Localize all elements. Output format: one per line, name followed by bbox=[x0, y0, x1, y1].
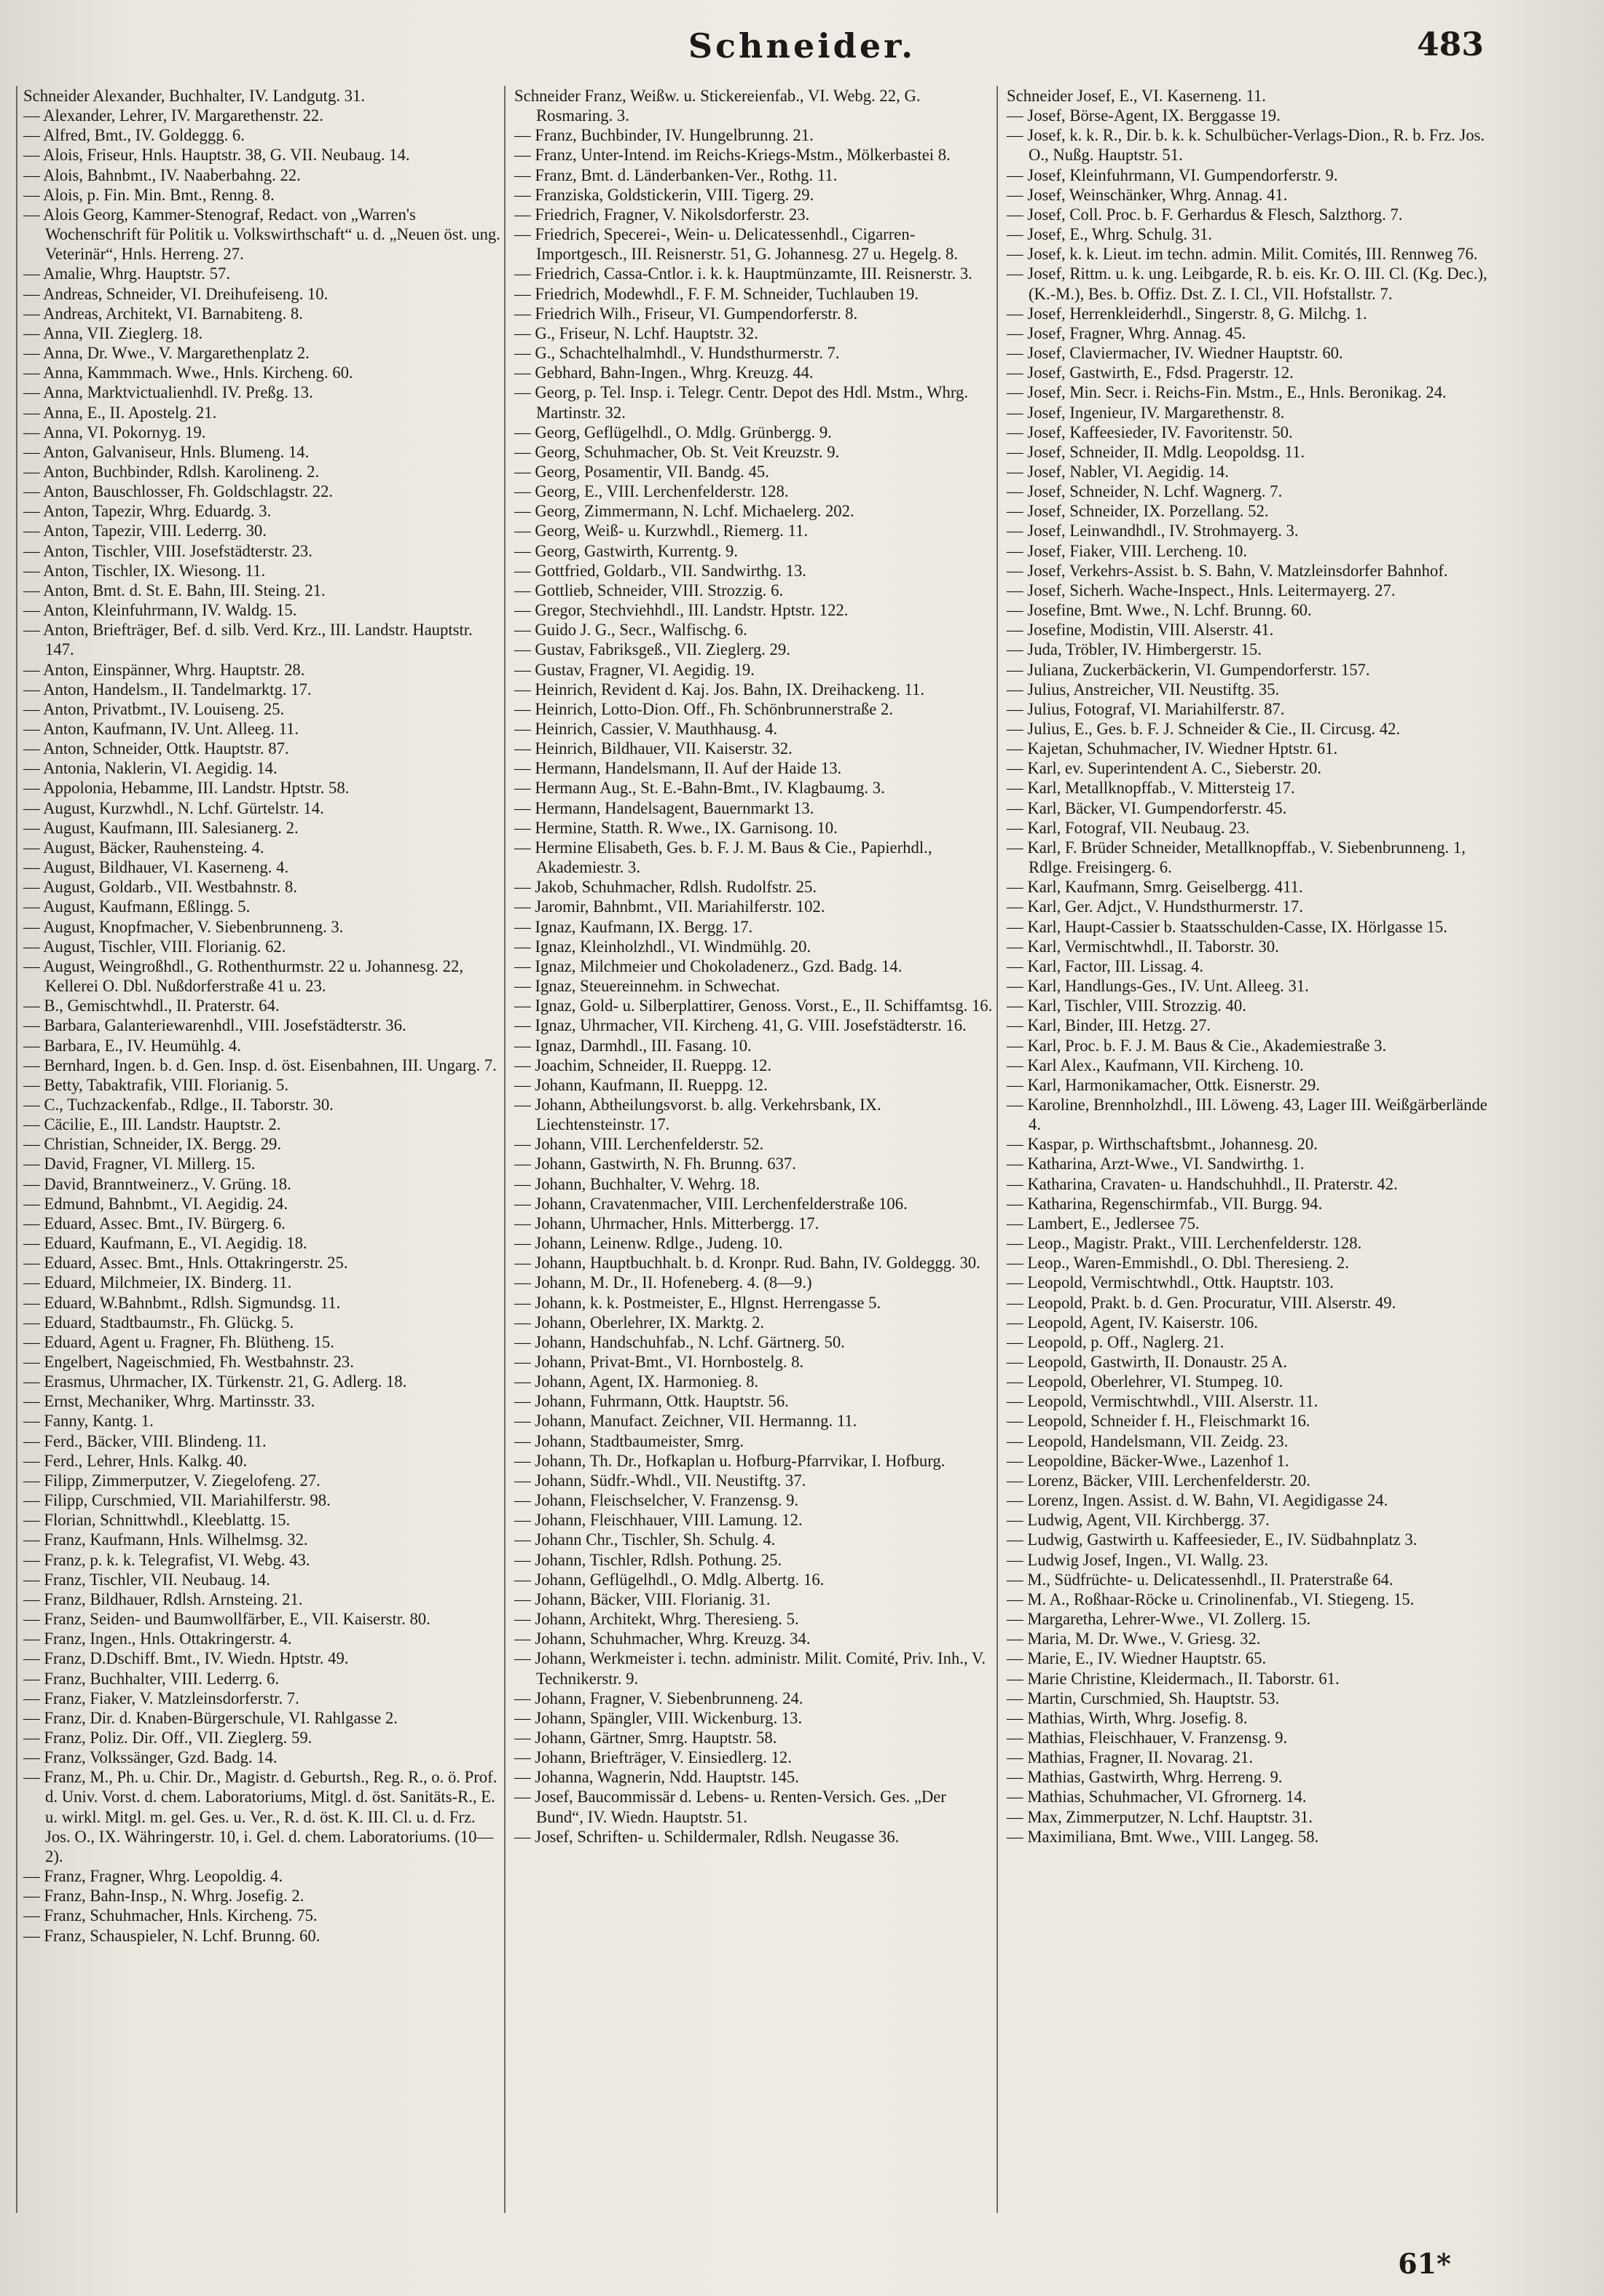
directory-entry: — Jakob, Schuhmacher, Rdlsh. Rudolfstr. 25. bbox=[514, 878, 817, 897]
directory-entry: — Katharina, Cravaten- u. Handschuhhdl., II. Praterstr. 42. bbox=[1007, 1174, 1398, 1193]
directory-entry: — Franz, Fragner, Whrg. Leopoldig. 4. bbox=[23, 1867, 283, 1886]
directory-entry: — Christian, Schneider, IX. Bergg. 29. bbox=[23, 1135, 282, 1154]
directory-entry: — Leopold, Schneider f. H., Fleischmarkt 16. bbox=[1007, 1412, 1310, 1431]
directory-entry: — Johann, Oberlehrer, IX. Marktg. 2. bbox=[514, 1313, 765, 1332]
directory-entry: — Kajetan, Schuhmacher, IV. Wiedner Hptstr. 61. bbox=[1007, 739, 1338, 758]
directory-entry: — Ludwig Josef, Ingen., VI. Wallg. 23. bbox=[1007, 1550, 1269, 1569]
directory-entry: — August, Bildhauer, VI. Kaserneng. 4. bbox=[23, 858, 289, 877]
directory-entry: — David, Fragner, VI. Millerg. 15. bbox=[23, 1155, 256, 1173]
directory-entry: — Ferd., Lehrer, Hnls. Kalkg. 40. bbox=[23, 1451, 248, 1470]
directory-entry: — Julius, Fotograf, VI. Mariahilferstr. 87. bbox=[1007, 699, 1285, 718]
directory-entry: — Karl, Vermischtwhdl., II. Taborstr. 30. bbox=[1007, 937, 1279, 956]
directory-entry: — Florian, Schnittwhdl., Kleeblattg. 15. bbox=[23, 1511, 291, 1530]
directory-entry: — Eduard, Assec. Bmt., IV. Bürgerg. 6. bbox=[23, 1214, 286, 1232]
directory-entry: — Johann, Fuhrmann, Ottk. Hauptstr. 56. bbox=[514, 1392, 789, 1411]
directory-entry: — Barbara, E., IV. Heumühlg. 4. bbox=[23, 1036, 241, 1055]
directory-entry: — Josef, Schneider, N. Lchf. Wagnerg. 7. bbox=[1007, 482, 1283, 501]
directory-entry: — Johann, VIII. Lerchenfelderstr. 52. bbox=[514, 1135, 764, 1154]
directory-entry: — Anton, Buchbinder, Rdlsh. Karolineng. 2. bbox=[23, 462, 320, 481]
directory-entry: — Karl, Binder, III. Hetzg. 27. bbox=[1007, 1016, 1211, 1035]
page-number: 483 bbox=[1417, 26, 1484, 63]
directory-entry: — Heinrich, Lotto-Dion. Off., Fh. Schönbrunnerstraße 2. bbox=[514, 699, 894, 718]
directory-entry: — Alois, p. Fin. Min. Bmt., Renng. 8. bbox=[23, 185, 275, 204]
directory-entry: — Josef, k. k. R., Dir. b. k. k. Schulbücher-Verlags-Dion., R. b. Frz. Jos. O., Nußg. Hauptstr. 51. bbox=[1007, 126, 1485, 165]
directory-entry: — Franz, Buchhalter, VIII. Lederrg. 6. bbox=[23, 1669, 280, 1688]
directory-entry: — Johann, Südfr.-Whdl., VII. Neustiftg. 37. bbox=[514, 1471, 806, 1490]
directory-entry: — Franz, Bahn-Insp., N. Whrg. Josefig. 2. bbox=[23, 1887, 304, 1906]
directory-entry: — Georg, Schuhmacher, Ob. St. Veit Kreuzstr. 9. bbox=[514, 442, 840, 461]
directory-entry: — Alois, Friseur, Hnls. Hauptstr. 38, G. VII. Neubaug. 14. bbox=[23, 146, 410, 165]
directory-entry: — Ignaz, Darmhdl., III. Fasang. 10. bbox=[514, 1036, 752, 1055]
directory-entry: — Friedrich, Specerei-, Wein- u. Delicatessenhdl., Cigarren-Importgesch., III. Reisnerstr. 51, G. Johannesg. 27 u. Hegelg. 8. bbox=[514, 225, 959, 264]
directory-entry: — Johann, Bäcker, VIII. Florianig. 31. bbox=[514, 1589, 771, 1608]
directory-entry: — Johann, Briefträger, V. Einsiedlerg. 12. bbox=[514, 1748, 792, 1767]
directory-entry: — Karl, F. Brüder Schneider, Metallknopffab., V. Siebenbrunneng. 1, Rdlge. Freisingerg. 6. bbox=[1007, 838, 1466, 877]
directory-entry: — Franz, Buchbinder, IV. Hungelbrunng. 21. bbox=[514, 126, 814, 145]
directory-entry: — Leopold, Gastwirth, II. Donaustr. 25 A. bbox=[1007, 1353, 1288, 1371]
directory-entry: — Karl, Tischler, VIII. Strozzig. 40. bbox=[1007, 996, 1246, 1015]
directory-entry: — Johann, Tischler, Rdlsh. Pothung. 25. bbox=[514, 1550, 782, 1569]
directory-entry: — Josef, Rittm. u. k. ung. Leibgarde, R. b. eis. Kr. O. III. Cl. (Kg. Dec.), (K.-M.), Bes. b. Offiz. Dst. Z. I. Cl., VII. Hofstallstr. 7. bbox=[1007, 264, 1487, 303]
directory-entry: — Fanny, Kantg. 1. bbox=[23, 1412, 154, 1431]
directory-entry: — Leopold, Handelsmann, VII. Zeidg. 23. bbox=[1007, 1431, 1289, 1450]
directory-entry: Schneider Franz, Weißw. u. Stickereienfab., VI. Webg. 22, G. Rosmaring. 3. bbox=[514, 87, 921, 125]
directory-entry: — Karl, ev. Superintendent A. C., Sieberstr. 20. bbox=[1007, 759, 1322, 778]
directory-entry: — Karl, Ger. Adjct., V. Hundsthurmerstr. 17. bbox=[1007, 897, 1303, 916]
directory-entry: — Franz, Schuhmacher, Hnls. Kircheng. 75. bbox=[23, 1906, 318, 1925]
directory-entry: — Juliana, Zuckerbäckerin, VI. Gumpendorferstr. 157. bbox=[1007, 660, 1370, 679]
directory-entry: — Johann, Abtheilungsvorst. b. allg. Verkehrsbank, IX. Liechtensteinstr. 17. bbox=[514, 1095, 881, 1134]
directory-entry: — Franz, D.Dschiff. Bmt., IV. Wiedn. Hptstr. 49. bbox=[23, 1649, 349, 1668]
directory-entry: — Leopold, Oberlehrer, VI. Stumpeg. 10. bbox=[1007, 1372, 1283, 1391]
directory-entry: — Anton, Tapezir, Whrg. Eduardg. 3. bbox=[23, 502, 272, 521]
directory-entry: — Karl, Handlungs-Ges., IV. Unt. Alleeg. 31. bbox=[1007, 977, 1309, 996]
directory-entry: — Betty, Tabaktrafik, VIII. Florianig. 5. bbox=[23, 1075, 289, 1094]
directory-entry: — Josef, Fragner, Whrg. Annag. 45. bbox=[1007, 323, 1246, 342]
page-header bbox=[0, 22, 1604, 73]
directory-entry: — Mathias, Wirth, Whrg. Josefig. 8. bbox=[1007, 1708, 1248, 1727]
directory-entry: — Ignaz, Steuereinnehm. in Schwechat. bbox=[514, 977, 780, 996]
directory-entry: — Josef, Baucommissär d. Lebens- u. Renten-Versich. Ges. „Der Bund“, IV. Wiedn. Hauptstr. 51. bbox=[514, 1788, 946, 1826]
directory-entry: — Anton, Einspänner, Whrg. Hauptstr. 28. bbox=[23, 660, 305, 679]
directory-entry: — Barbara, Galanteriewarenhdl., VIII. Josefstädterstr. 36. bbox=[23, 1016, 406, 1035]
directory-entry: — Leopold, Vermischtwhdl., Ottk. Hauptstr. 103. bbox=[1007, 1273, 1334, 1292]
column-3 bbox=[1001, 86, 1490, 2213]
directory-entry: — Gottlieb, Schneider, VIII. Strozzig. 6. bbox=[514, 581, 784, 599]
directory-entry: — Johann, Leinenw. Rdlge., Judeng. 10. bbox=[514, 1234, 783, 1253]
directory-entry: — Josef, Kleinfuhrmann, VI. Gumpendorferstr. 9. bbox=[1007, 165, 1338, 184]
directory-entry: — August, Goldarb., VII. Westbahnstr. 8. bbox=[23, 878, 298, 897]
directory-entry: — Josef, Weinschänker, Whrg. Annag. 41. bbox=[1007, 185, 1288, 204]
directory-entry: — Friedrich, Fragner, V. Nikolsdorferstr. 23. bbox=[514, 205, 810, 224]
directory-entry: — Ignaz, Kaufmann, IX. Bergg. 17. bbox=[514, 917, 753, 936]
directory-entry: — Martin, Curschmied, Sh. Hauptstr. 53. bbox=[1007, 1688, 1280, 1707]
directory-entry: — Josef, Herrenkleiderhdl., Singerstr. 8, G. Milchg. 1. bbox=[1007, 304, 1367, 323]
directory-entry: — Josef, Min. Secr. i. Reichs-Fin. Mstm., E., Hnls. Beronikag. 24. bbox=[1007, 383, 1447, 402]
directory-entry: — Anna, Marktvictualienhdl. IV. Preßg. 13. bbox=[23, 383, 313, 402]
directory-entry: — Josef, Schneider, IX. Porzellang. 52. bbox=[1007, 502, 1269, 521]
directory-entry: — Hermine, Statth. R. Wwe., IX. Garnisong. 10. bbox=[514, 818, 838, 837]
directory-entry: — Anna, VI. Pokornyg. 19. bbox=[23, 422, 206, 441]
directory-entry: — Friedrich, Cassa-Cntlor. i. k. k. Hauptmünzamte, III. Reisnerstr. 3. bbox=[514, 264, 972, 283]
directory-entry: — Johann, Schuhmacher, Whrg. Kreuzg. 34. bbox=[514, 1629, 811, 1648]
directory-entry: — Andreas, Schneider, VI. Dreihufeiseng. 10. bbox=[23, 284, 329, 303]
directory-entry: — Georg, p. Tel. Insp. i. Telegr. Centr. Depot des Hdl. Mstm., Whrg. Martinstr. 32. bbox=[514, 383, 968, 422]
directory-entry: — August, Kaufmann, Eßlingg. 5. bbox=[23, 897, 251, 916]
directory-entry: — Franz, Volkssänger, Gzd. Badg. 14. bbox=[23, 1748, 278, 1767]
directory-entry: — Alexander, Lehrer, IV. Margarethenstr. 22. bbox=[23, 106, 323, 125]
directory-entry: — Mathias, Fragner, II. Novarag. 21. bbox=[1007, 1748, 1254, 1767]
directory-entry: — Engelbert, Nageischmied, Fh. Westbahnstr. 23. bbox=[23, 1353, 354, 1371]
directory-entry: — Leopold, Agent, IV. Kaiserstr. 106. bbox=[1007, 1313, 1258, 1332]
directory-entry: — Anton, Handelsm., II. Tandelmarktg. 17. bbox=[23, 680, 312, 699]
directory-entry: — Eduard, W.Bahnbmt., Rdlsh. Sigmundsg. 11. bbox=[23, 1293, 341, 1312]
directory-entry: — Joachim, Schneider, II. Rueppg. 12. bbox=[514, 1055, 772, 1074]
directory-entry: — Johann, Fragner, V. Siebenbrunneng. 24. bbox=[514, 1688, 803, 1707]
directory-entry: — Heinrich, Cassier, V. Mauthhausg. 4. bbox=[514, 720, 778, 738]
directory-entry: — Johann, Geflügelhdl., O. Mdlg. Albertg. 16. bbox=[514, 1570, 825, 1589]
directory-entry: — Johann, Fleischhauer, VIII. Lamung. 12. bbox=[514, 1511, 803, 1530]
directory-entry: — Josef, Coll. Proc. b. F. Gerhardus & Flesch, Salzthorg. 7. bbox=[1007, 205, 1403, 224]
directory-entry: — Franz, Bmt. d. Länderbanken-Ver., Rothg. 11. bbox=[514, 165, 838, 184]
directory-entry: — Friedrich, Modewhdl., F. F. M. Schneider, Tuchlauben 19. bbox=[514, 284, 919, 303]
directory-entry: — Franz, Ingen., Hnls. Ottakringerstr. 4. bbox=[23, 1629, 292, 1648]
directory-entry: — Leopoldine, Bäcker-Wwe., Lazenhof 1. bbox=[1007, 1451, 1289, 1470]
directory-entry: — Johann, Handschuhfab., N. Lchf. Gärtnerg. 50. bbox=[514, 1332, 845, 1351]
directory-entry: — Anton, Schneider, Ottk. Hauptstr. 87. bbox=[23, 739, 289, 758]
directory-entry: — Karl, Factor, III. Lissag. 4. bbox=[1007, 956, 1204, 975]
directory-entry: — Julius, E., Ges. b. F. J. Schneider & Cie., II. Circusg. 42. bbox=[1007, 720, 1401, 738]
directory-entry: — Appolonia, Hebamme, III. Landstr. Hptstr. 58. bbox=[23, 779, 350, 798]
directory-entry: — Johann, Privat-Bmt., VI. Hornbostelg. 8. bbox=[514, 1353, 804, 1371]
directory-entry: — Franz, Dir. d. Knaben-Bürgerschule, VI. Rahlgasse 2. bbox=[23, 1708, 398, 1727]
directory-entry: — Josefine, Bmt. Wwe., N. Lchf. Brunng. 60. bbox=[1007, 601, 1312, 620]
directory-entry: — Franz, Fiaker, V. Matzleinsdorferstr. 7. bbox=[23, 1688, 299, 1707]
directory-entry: — Georg, Posamentir, VII. Bandg. 45. bbox=[514, 462, 769, 481]
directory-entry: — Josef, Verkehrs-Assist. b. S. Bahn, V. Matzleinsdorfer Bahnhof. bbox=[1007, 561, 1448, 580]
directory-entry: — Johann, Cravatenmacher, VIII. Lerchenfelderstraße 106. bbox=[514, 1194, 908, 1213]
directory-entry: — Franz, Tischler, VII. Neubaug. 14. bbox=[23, 1570, 270, 1589]
directory-entry: — Josef, Schneider, II. Mdlg. Leopoldsg. 11. bbox=[1007, 442, 1305, 461]
directory-entry: — Alfred, Bmt., IV. Goldeggg. 6. bbox=[23, 126, 245, 145]
directory-entry: — Eduard, Agent u. Fragner, Fh. Blütheng. 15. bbox=[23, 1332, 334, 1351]
directory-entry: — Gregor, Stechviehhdl., III. Landstr. Hptstr. 122. bbox=[514, 601, 849, 620]
directory-entry: — Anton, Tapezir, VIII. Lederrg. 30. bbox=[23, 522, 267, 540]
directory-entry: — Johann, Kaufmann, II. Rueppg. 12. bbox=[514, 1075, 768, 1094]
directory-entry: — Georg, Geflügelhdl., O. Mdlg. Grünbergg. 9. bbox=[514, 422, 832, 441]
directory-entry: — Johann, Uhrmacher, Hnls. Mitterbergg. 17. bbox=[514, 1214, 819, 1232]
directory-entry: — Anton, Tischler, VIII. Josefstädterstr. 23. bbox=[23, 541, 312, 560]
directory-entry: — Julius, Anstreicher, VII. Neustiftg. 35. bbox=[1007, 680, 1280, 699]
directory-entry: — Josef, k. k. Lieut. im techn. admin. Milit. Comités, III. Rennweg 76. bbox=[1007, 245, 1478, 264]
directory-entry: — August, Weingroßhdl., G. Rothenthurmstr. 22 u. Johannesg. 22, Kellerei O. Dbl. Nußdorferstraße 41 u. 23. bbox=[23, 956, 463, 996]
directory-entry: — August, Kaufmann, III. Salesianerg. 2. bbox=[23, 818, 299, 837]
directory-entry: Schneider Josef, E., VI. Kaserneng. 11. bbox=[1007, 87, 1266, 105]
directory-entry: — Georg, Zimmermann, N. Lchf. Michaelerg. 202. bbox=[514, 502, 854, 521]
directory-entry: — Leopold, p. Off., Naglerg. 21. bbox=[1007, 1332, 1224, 1351]
directory-entry: — Leop., Waren-Emmishdl., O. Dbl. Theresieng. 2. bbox=[1007, 1254, 1349, 1273]
directory-entry: — Gottfried, Goldarb., VII. Sandwirthg. 13. bbox=[514, 561, 806, 580]
directory-entry: — G., Friseur, N. Lchf. Hauptstr. 32. bbox=[514, 323, 758, 342]
directory-entry: — Ignaz, Milchmeier und Chokoladenerz., Gzd. Badg. 14. bbox=[514, 956, 903, 975]
directory-entry: — Johann Chr., Tischler, Sh. Schulg. 4. bbox=[514, 1530, 776, 1549]
directory-entry: — Erasmus, Uhrmacher, IX. Türkenstr. 21, G. Adlerg. 18. bbox=[23, 1372, 407, 1391]
directory-entry: — Juda, Tröbler, IV. Himbergerstr. 15. bbox=[1007, 640, 1262, 659]
directory-entry: — Anton, Bmt. d. St. E. Bahn, III. Steing. 21. bbox=[23, 581, 326, 599]
directory-entry: — Maria, M. Dr. Wwe., V. Griesg. 32. bbox=[1007, 1629, 1261, 1648]
directory-entry: — Guido J. G., Secr., Walfischg. 6. bbox=[514, 621, 747, 640]
directory-entry: — Ludwig, Gastwirth u. Kaffeesieder, E., IV. Südbahnplatz 3. bbox=[1007, 1530, 1418, 1549]
directory-entry: — Anton, Briefträger, Bef. d. silb. Verd. Krz., III. Landstr. Hauptstr. 147. bbox=[23, 621, 473, 659]
directory-entry: — C., Tuchzackenfab., Rdlge., II. Taborstr. 30. bbox=[23, 1095, 334, 1114]
directory-entry: — Anna, Kammmach. Wwe., Hnls. Kircheng. 60. bbox=[23, 363, 353, 382]
directory-entry: — Johann, Gastwirth, N. Fh. Brunng. 637. bbox=[514, 1155, 796, 1173]
directory-entry: — Heinrich, Bildhauer, VII. Kaiserstr. 32. bbox=[514, 739, 793, 758]
directory-entry: — Johann, k. k. Postmeister, E., Hlgnst. Herrengasse 5. bbox=[514, 1293, 881, 1312]
directory-entry: — Franz, Poliz. Dir. Off., VII. Zieglerg. 59. bbox=[23, 1728, 312, 1747]
directory-entry: — Josef, Leinwandhdl., IV. Strohmayerg. 3. bbox=[1007, 522, 1299, 540]
directory-entry: — Johann, Buchhalter, V. Wehrg. 18. bbox=[514, 1174, 760, 1193]
page-title: Schneider. bbox=[688, 26, 916, 66]
directory-entry: — August, Bäcker, Rauhensteing. 4. bbox=[23, 838, 264, 857]
directory-entry: — Franz, Kaufmann, Hnls. Wilhelmsg. 32. bbox=[23, 1530, 308, 1549]
directory-entry: — Franziska, Goldstickerin, VIII. Tigerg. 29. bbox=[514, 185, 814, 204]
directory-entry: — Josef, Kaffeesieder, IV. Favoritenstr. 50. bbox=[1007, 422, 1293, 441]
directory-entry: — Max, Zimmerputzer, N. Lchf. Hauptstr. 31. bbox=[1007, 1807, 1313, 1826]
printer-signature: 61* bbox=[1398, 2247, 1451, 2280]
directory-entry: — Karl, Bäcker, VI. Gumpendorferstr. 45. bbox=[1007, 798, 1287, 817]
directory-entry: — Georg, E., VIII. Lerchenfelderstr. 128. bbox=[514, 482, 789, 501]
directory-entry: — Josef, Claviermacher, IV. Wiedner Hauptstr. 60. bbox=[1007, 344, 1343, 363]
directory-entry: — Anna, VII. Zieglerg. 18. bbox=[23, 323, 203, 342]
directory-entry: — Mathias, Gastwirth, Whrg. Herreng. 9. bbox=[1007, 1768, 1283, 1787]
directory-entry: — Eduard, Kaufmann, E., VI. Aegidig. 18. bbox=[23, 1234, 307, 1253]
directory-entry: — Heinrich, Revident d. Kaj. Jos. Bahn, IX. Dreihackeng. 11. bbox=[514, 680, 925, 699]
directory-entry: — Eduard, Stadtbaumstr., Fh. Glückg. 5. bbox=[23, 1313, 294, 1332]
directory-entry: — Josef, Schriften- u. Schildermaler, Rdlsh. Neugasse 36. bbox=[514, 1827, 900, 1846]
directory-entry: — Maximiliana, Bmt. Wwe., VIII. Langeg. 58. bbox=[1007, 1827, 1319, 1846]
directory-entry: — Anton, Bauschlosser, Fh. Goldschlagstr. 22. bbox=[23, 482, 334, 501]
directory-entry: — Margaretha, Lehrer-Wwe., VI. Zollerg. 15. bbox=[1007, 1610, 1311, 1629]
directory-entry: — Anna, E., II. Apostelg. 21. bbox=[23, 403, 217, 422]
directory-entry: — Ferd., Bäcker, VIII. Blindeng. 11. bbox=[23, 1431, 267, 1450]
directory-entry: — Ludwig, Agent, VII. Kirchbergg. 37. bbox=[1007, 1511, 1270, 1530]
directory-entry: — Johann, Hauptbuchhalt. b. d. Kronpr. Rud. Bahn, IV. Goldeggg. 30. bbox=[514, 1254, 980, 1273]
directory-entry: — August, Kurzwhdl., N. Lchf. Gürtelstr. 14. bbox=[23, 798, 324, 817]
directory-entry: — Ernst, Mechaniker, Whrg. Martinsstr. 33. bbox=[23, 1392, 315, 1411]
directory-entry: — Anton, Kaufmann, IV. Unt. Alleeg. 11. bbox=[23, 720, 299, 738]
directory-entry: — Franz, Schauspieler, N. Lchf. Brunng. 60. bbox=[23, 1926, 321, 1945]
directory-entry: — Antonia, Naklerin, VI. Aegidig. 14. bbox=[23, 759, 278, 778]
directory-entry: — Franz, Unter-Intend. im Reichs-Kriegs-Mstm., Mölkerbastei 8. bbox=[514, 146, 951, 165]
directory-entry: — Katharina, Arzt-Wwe., VI. Sandwirthg. 1. bbox=[1007, 1155, 1305, 1173]
directory-entry: — Eduard, Milchmeier, IX. Binderg. 11. bbox=[23, 1273, 292, 1292]
directory-entry: — Karoline, Brennholzhdl., III. Löweng. 43, Lager III. Weißgärberlände 4. bbox=[1007, 1095, 1487, 1134]
directory-entry: — Anton, Privatbmt., IV. Louiseng. 25. bbox=[23, 699, 285, 718]
directory-entry: — Filipp, Zimmerputzer, V. Ziegelofeng. 27. bbox=[23, 1471, 321, 1490]
directory-entry: — Anton, Kleinfuhrmann, IV. Waldg. 15. bbox=[23, 601, 297, 620]
directory-entry: — Franz, Bildhauer, Rdlsh. Arnsteing. 21. bbox=[23, 1589, 303, 1608]
directory-entry: — Karl, Metallknopffab., V. Mittersteig 17. bbox=[1007, 779, 1295, 798]
directory-entry: — Andreas, Architekt, VI. Barnabiteng. 8. bbox=[23, 304, 303, 323]
directory-entry: — August, Tischler, VIII. Florianig. 62. bbox=[23, 937, 286, 956]
directory-entry: — Eduard, Assec. Bmt., Hnls. Ottakringerstr. 25. bbox=[23, 1254, 348, 1273]
column-1 bbox=[16, 86, 506, 2213]
directory-entry: — Johann, Werkmeister i. techn. administr. Milit. Comité, Priv. Inh., V. Technikerstr. 9. bbox=[514, 1649, 986, 1688]
directory-entry: — Georg, Gastwirth, Kurrentg. 9. bbox=[514, 541, 739, 560]
directory-entry: — Leopold, Vermischtwhdl., VIII. Alserstr. 11. bbox=[1007, 1392, 1318, 1411]
directory-entry: — Karl, Fotograf, VII. Neubaug. 23. bbox=[1007, 818, 1250, 837]
directory-entry: — Franz, M., Ph. u. Chir. Dr., Magistr. d. Geburtsh., Reg. R., o. ö. Prof. d. Univ. Vorst. d. chem. Laboratoriums, Mitgl. d. öst. Sanitäts-R., E. u. wirkl. Mitgl. m. gel. Ges. u. Ver., R. d. öst. K. III. Cl. u. d. Frz. Jos. O., IX. Währingerstr. 10, i. Gel. d. chem. Laboratoriums. (10—2). bbox=[23, 1768, 498, 1866]
directory-entry: — Marie, E., IV. Wiedner Hauptstr. 65. bbox=[1007, 1649, 1267, 1668]
directory-entry: — Karl, Haupt-Cassier b. Staatsschulden-Casse, IX. Hörlgasse 15. bbox=[1007, 917, 1447, 936]
directory-entry: — Josef, Gastwirth, E., Fdsd. Pragerstr. 12. bbox=[1007, 363, 1294, 382]
directory-entry: — Gebhard, Bahn-Ingen., Whrg. Kreuzg. 44. bbox=[514, 363, 814, 382]
directory-entry: — Hermann, Handelsagent, Bauernmarkt 13. bbox=[514, 798, 814, 817]
directory-entry: — Mathias, Fleischhauer, V. Franzensg. 9. bbox=[1007, 1728, 1288, 1747]
directory-entry: — Josefine, Modistin, VIII. Alserstr. 41. bbox=[1007, 621, 1274, 640]
directory-entry: — Ignaz, Gold- u. Silberplattirer, Genoss. Vorst., E., II. Schiffamtsg. 16. bbox=[514, 996, 993, 1015]
directory-entry: — Josef, Börse-Agent, IX. Berggasse 19. bbox=[1007, 106, 1281, 125]
directory-entry: — Johanna, Wagnerin, Ndd. Hauptstr. 145. bbox=[514, 1768, 799, 1787]
directory-entry: — Anton, Galvaniseur, Hnls. Blumeng. 14. bbox=[23, 442, 310, 461]
directory-entry: — Georg, Weiß- u. Kurzwhdl., Riemerg. 11. bbox=[514, 522, 809, 540]
directory-entry: — Karl, Kaufmann, Smrg. Geiselbergg. 411. bbox=[1007, 878, 1303, 897]
directory-entry: — Alois, Bahnbmt., IV. Naaberbahng. 22. bbox=[23, 165, 301, 184]
directory-entry: — Johann, Fleischselcher, V. Franzensg. 9. bbox=[514, 1491, 799, 1510]
directory-entry: — David, Branntweinerz., V. Grüng. 18. bbox=[23, 1174, 291, 1193]
directory-entry: — Franz, Seiden- und Baumwollfärber, E., VII. Kaiserstr. 80. bbox=[23, 1610, 431, 1629]
directory-entry: — M., Südfrüchte- u. Delicatessenhdl., II. Praterstraße 64. bbox=[1007, 1570, 1393, 1589]
directory-entry: — Hermine Elisabeth, Ges. b. F. J. M. Baus & Cie., Papierhdl., Akademiestr. 3. bbox=[514, 838, 932, 877]
directory-entry: — Kaspar, p. Wirthschaftsbmt., Johannesg. 20. bbox=[1007, 1135, 1318, 1154]
directory-entry: — Johann, M. Dr., II. Hofeneberg. 4. (8—9.) bbox=[514, 1273, 812, 1292]
directory-entry: — Johann, Manufact. Zeichner, VII. Hermanng. 11. bbox=[514, 1412, 857, 1431]
directory-entry: — Ignaz, Uhrmacher, VII. Kircheng. 41, G. VIII. Josefstädterstr. 16. bbox=[514, 1016, 967, 1035]
directory-entry: — Franz, p. k. k. Telegrafist, VI. Webg. 43. bbox=[23, 1550, 310, 1569]
directory-entry: — Alois Georg, Kammer-Stenograf, Redact. von „Warren's Wochenschrift für Politik u. Volkswirthschaft“ u. d. „Neuen öst. ung. Veterinär“, Hnls. Herreng. 27. bbox=[23, 205, 500, 264]
directory-columns bbox=[16, 86, 1487, 2213]
directory-entry: — Friedrich Wilh., Friseur, VI. Gumpendorferstr. 8. bbox=[514, 304, 858, 323]
directory-entry: — Filipp, Curschmied, VII. Mariahilferstr. 98. bbox=[23, 1491, 331, 1510]
directory-entry: — Johann, Spängler, VIII. Wickenburg. 13. bbox=[514, 1708, 803, 1727]
directory-entry: — Josef, Sicherh. Wache-Inspect., Hnls. Leitermayerg. 27. bbox=[1007, 581, 1396, 599]
directory-entry: — Josef, Fiaker, VIII. Lercheng. 10. bbox=[1007, 541, 1248, 560]
directory-entry: — Lorenz, Bäcker, VIII. Lerchenfelderstr. 20. bbox=[1007, 1471, 1310, 1490]
directory-entry: — Josef, Nabler, VI. Aegidig. 14. bbox=[1007, 462, 1229, 481]
directory-entry: — Johann, Th. Dr., Hofkaplan u. Hofburg-Pfarrvikar, I. Hofburg. bbox=[514, 1451, 946, 1470]
directory-entry: — Ignaz, Kleinholzhdl., VI. Windmühlg. 20. bbox=[514, 937, 811, 956]
directory-entry: Schneider Alexander, Buchhalter, IV. Landgutg. 31. bbox=[23, 87, 366, 105]
directory-entry: — B., Gemischtwhdl., II. Praterstr. 64. bbox=[23, 996, 280, 1015]
directory-entry: — Jaromir, Bahnbmt., VII. Mariahilferstr. 102. bbox=[514, 897, 825, 916]
directory-entry: — Anton, Tischler, IX. Wiesong. 11. bbox=[23, 561, 266, 580]
directory-entry: — M. A., Roßhaar-Röcke u. Crinolinenfab., VI. Stiegeng. 15. bbox=[1007, 1589, 1415, 1608]
directory-entry: — Karl, Harmonikamacher, Ottk. Eisnerstr. 29. bbox=[1007, 1075, 1321, 1094]
directory-entry: — Josef, E., Whrg. Schulg. 31. bbox=[1007, 225, 1213, 244]
directory-entry: — Johann, Agent, IX. Harmonieg. 8. bbox=[514, 1372, 759, 1391]
directory-entry: — G., Schachtelhalmhdl., V. Hundsthurmerstr. 7. bbox=[514, 344, 840, 363]
directory-entry: — Marie Christine, Kleidermach., II. Taborstr. 61. bbox=[1007, 1669, 1340, 1688]
directory-entry: — Bernhard, Ingen. b. d. Gen. Insp. d. öst. Eisenbahnen, III. Ungarg. 7. bbox=[23, 1055, 497, 1074]
directory-entry: — Johann, Stadtbaumeister, Smrg. bbox=[514, 1431, 744, 1450]
directory-entry: — Johann, Architekt, Whrg. Theresieng. 5. bbox=[514, 1610, 799, 1629]
directory-entry: — Karl Alex., Kaufmann, VII. Kircheng. 10. bbox=[1007, 1055, 1304, 1074]
directory-entry: — Josef, Ingenieur, IV. Margarethenstr. 8. bbox=[1007, 403, 1285, 422]
directory-entry: — Cäcilie, E., III. Landstr. Hauptstr. 2. bbox=[23, 1115, 281, 1134]
directory-entry: — Leopold, Prakt. b. d. Gen. Procuratur, VIII. Alserstr. 49. bbox=[1007, 1293, 1396, 1312]
directory-entry: — Hermann, Handelsmann, II. Auf der Haide 13. bbox=[514, 759, 842, 778]
column-2 bbox=[508, 86, 998, 2213]
directory-entry: — August, Knopfmacher, V. Siebenbrunneng. 3. bbox=[23, 917, 344, 936]
directory-entry: — Edmund, Bahnbmt., VI. Aegidig. 24. bbox=[23, 1194, 288, 1213]
directory-entry: — Johann, Gärtner, Smrg. Hauptstr. 58. bbox=[514, 1728, 777, 1747]
directory-entry: — Anna, Dr. Wwe., V. Margarethenplatz 2. bbox=[23, 344, 310, 363]
directory-entry: — Katharina, Regenschirmfab., VII. Burgg. 94. bbox=[1007, 1194, 1323, 1213]
directory-entry: — Gustav, Fragner, VI. Aegidig. 19. bbox=[514, 660, 755, 679]
directory-entry: — Lorenz, Ingen. Assist. d. W. Bahn, VI. Aegidigasse 24. bbox=[1007, 1491, 1388, 1510]
directory-entry: — Gustav, Fabriksgeß., VII. Zieglerg. 29. bbox=[514, 640, 790, 659]
directory-entry: — Leop., Magistr. Prakt., VIII. Lerchenfelderstr. 128. bbox=[1007, 1234, 1362, 1253]
directory-entry: — Amalie, Whrg. Hauptstr. 57. bbox=[23, 264, 230, 283]
directory-entry: — Lambert, E., Jedlersee 75. bbox=[1007, 1214, 1200, 1232]
directory-entry: — Mathias, Schuhmacher, VI. Gfrornerg. 14. bbox=[1007, 1788, 1307, 1806]
directory-entry: — Karl, Proc. b. F. J. M. Baus & Cie., Akademiestraße 3. bbox=[1007, 1036, 1387, 1055]
directory-entry: — Hermann Aug., St. E.-Bahn-Bmt., IV. Klagbaumg. 3. bbox=[514, 779, 885, 798]
